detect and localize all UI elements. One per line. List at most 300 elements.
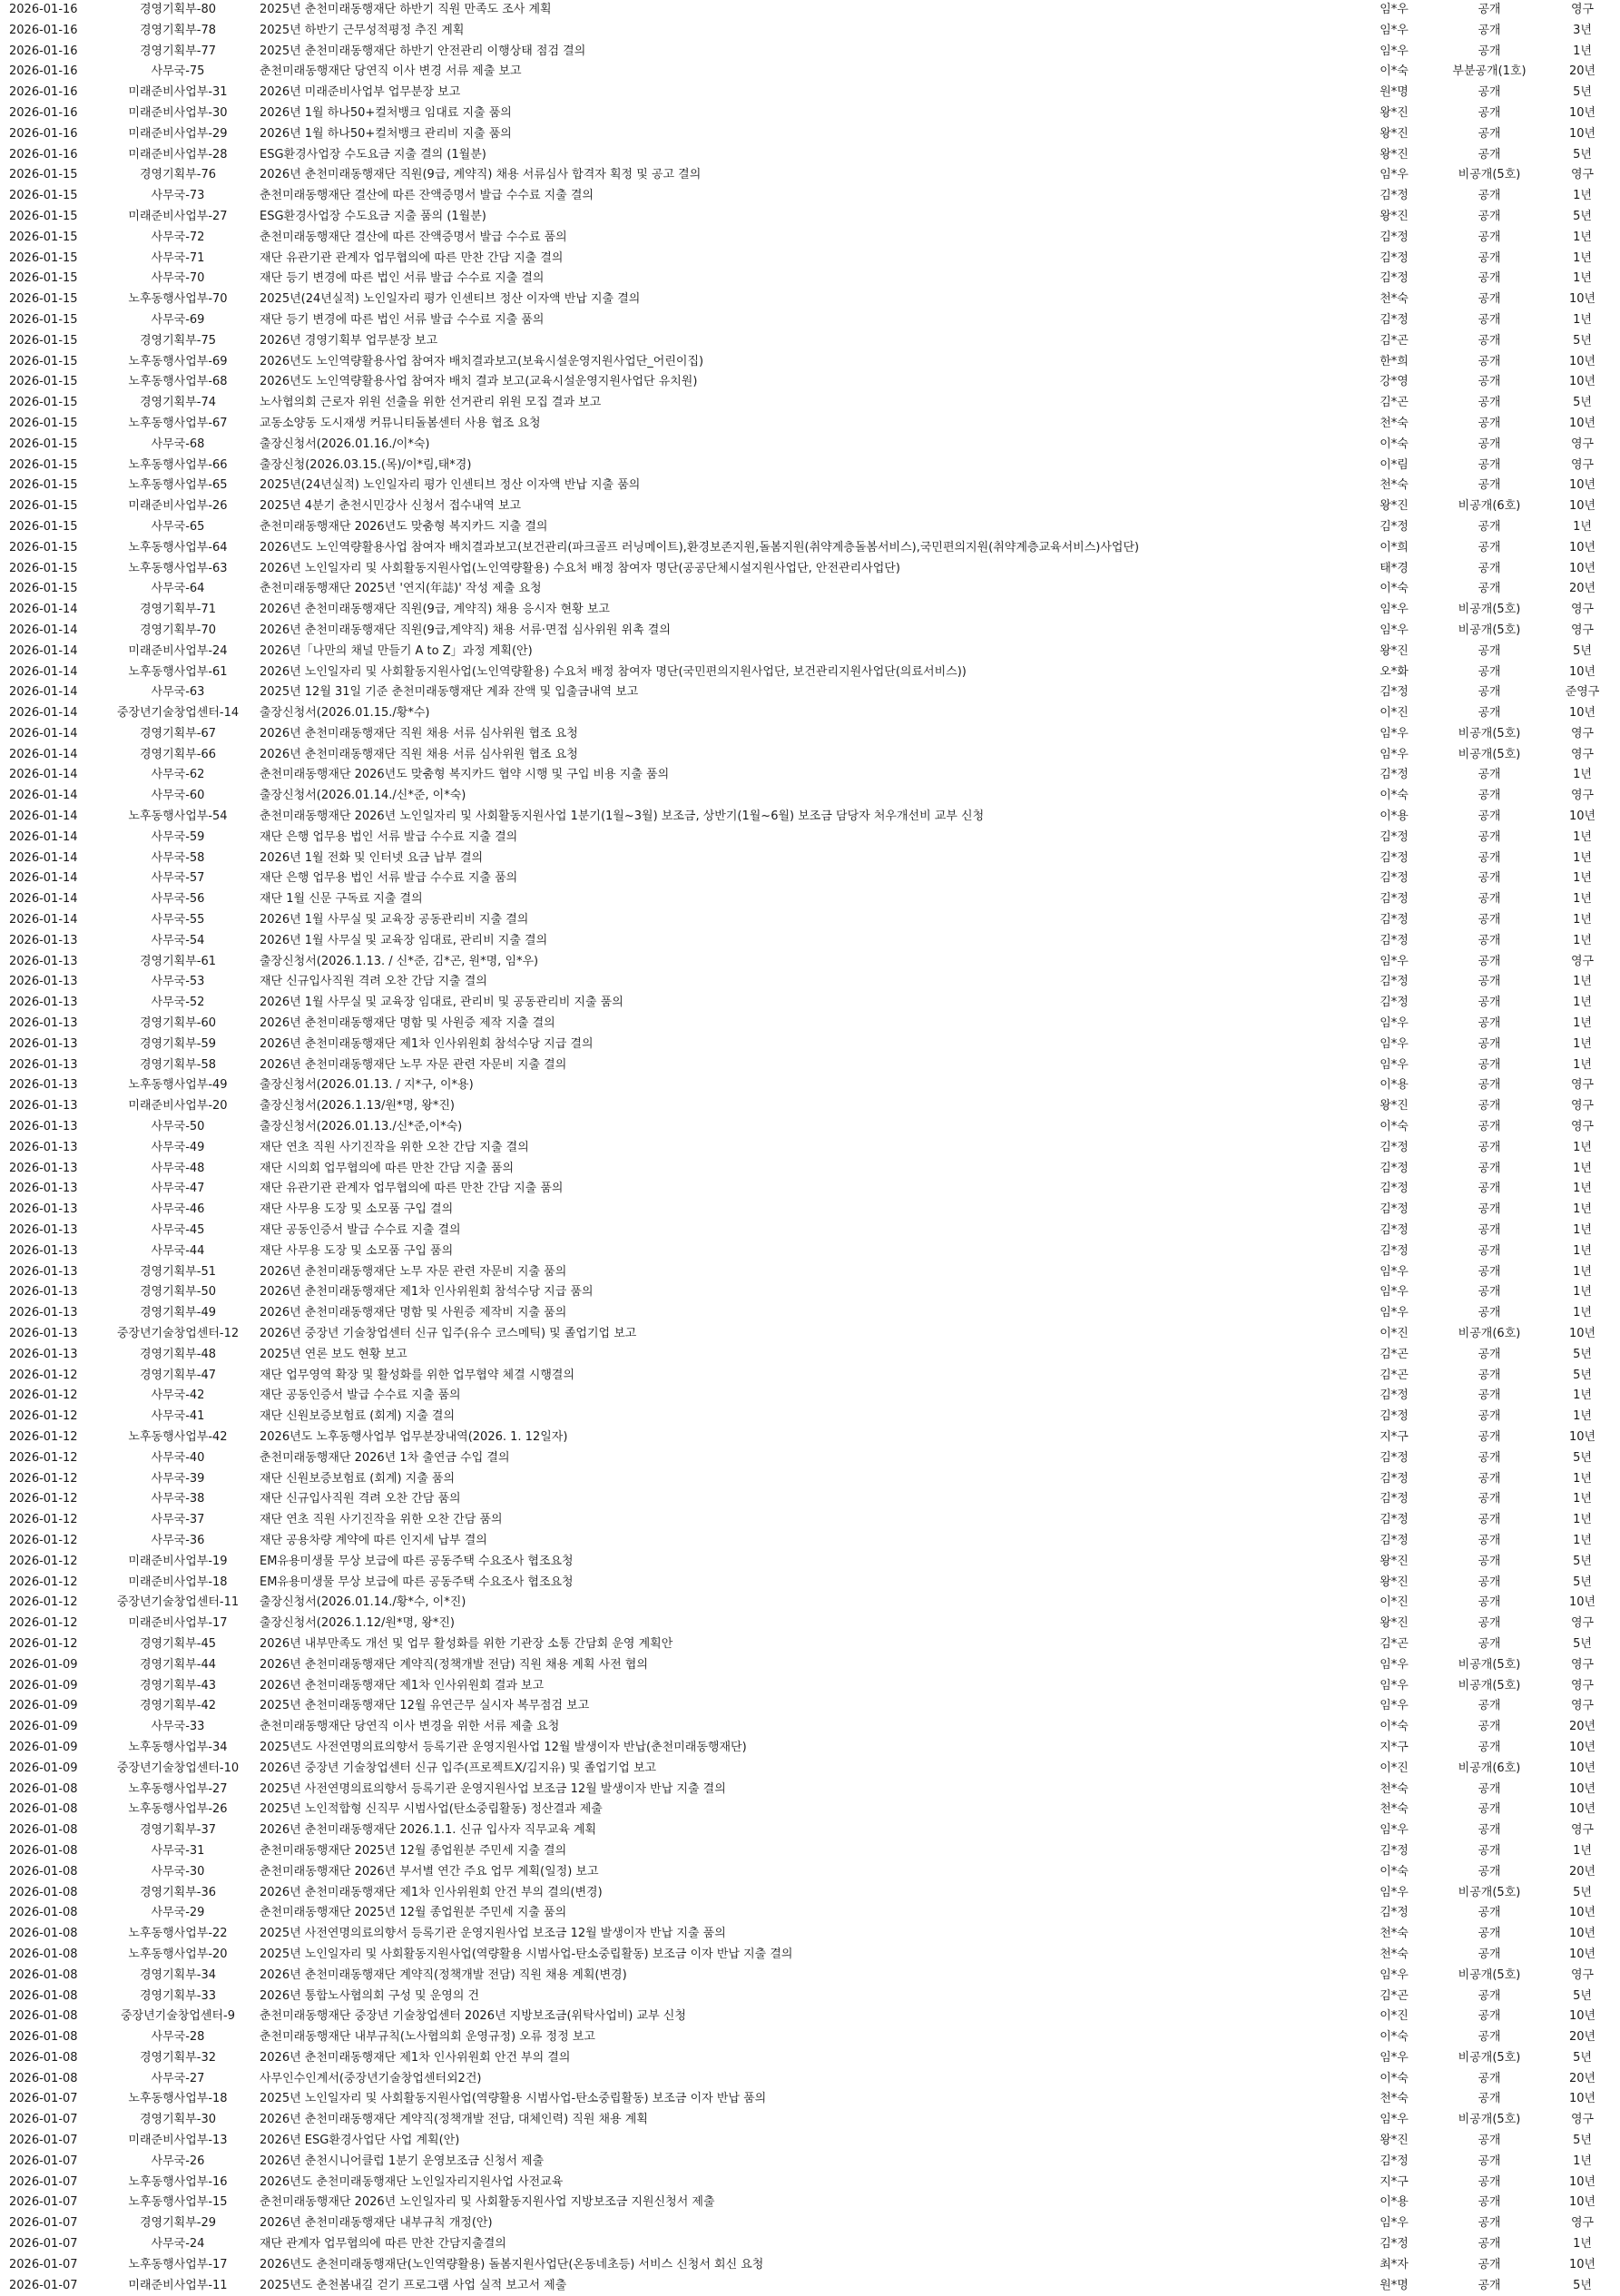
title-cell[interactable]: 재단 등기 변경에 따른 법인 서류 발급 수수료 지출 품의 — [260, 312, 545, 327]
title-cell[interactable]: 출장신청서(2026.1.13/원*명, 왕*진) — [260, 1099, 455, 1114]
table-row[interactable] — [0, 331, 1620, 352]
retention-cell: 1년 — [1573, 2237, 1592, 2252]
table-row[interactable] — [0, 2276, 1620, 2296]
table-row[interactable] — [0, 1614, 1620, 1634]
table-row[interactable] — [0, 1055, 1620, 1076]
title-cell[interactable]: 2026년도 노인역량활용사업 참여자 배치 결과 보고(교육시설운영지원사업단 유치원) — [260, 375, 698, 389]
title-cell[interactable]: 2026년 춘천미래동행재단 명함 및 사원증 제작 지출 결의 — [260, 1016, 555, 1031]
title-cell[interactable]: 춘천미래동행재단 2025년 12월 종업원분 주민세 지출 품의 — [260, 1906, 567, 1920]
table-row[interactable] — [0, 910, 1620, 931]
disclosure-cell: 공개 — [1478, 2195, 1501, 2210]
table-row[interactable] — [0, 1903, 1620, 1924]
table-row[interactable] — [0, 1303, 1620, 1324]
title-cell[interactable]: 2026년 1월 사무실 및 교육장 공동관리비 지출 결의 — [260, 913, 529, 927]
disclosure-cell: 공개 — [1478, 85, 1501, 100]
title-cell[interactable]: 춘천미래동행재단 당연직 이사 변경을 위한 서류 제출 요청 — [260, 1720, 560, 1734]
doc-number-cell: 경영기획부-49 — [139, 1306, 217, 1320]
title-cell[interactable]: 2026년 춘천미래동행재단 직원(9급, 계약직) 채용 서류심사 합격자 획정 및 공고 결의 — [260, 168, 702, 182]
table-row[interactable] — [0, 993, 1620, 1014]
table-row[interactable] — [0, 745, 1620, 766]
table-row[interactable] — [0, 1717, 1620, 1738]
table-row[interactable] — [0, 21, 1620, 42]
table-row[interactable] — [0, 828, 1620, 849]
table-row[interactable] — [0, 1883, 1620, 1904]
title-cell[interactable]: 재단 은행 업무용 법인 서류 발급 수수료 지출 품의 — [260, 871, 518, 886]
title-cell[interactable]: 2026년 1월 사무실 및 교육장 임대료, 관리비 지출 결의 — [260, 933, 548, 947]
doc-number-cell: 미래준비사업부-31 — [128, 85, 228, 100]
table-row[interactable] — [0, 1179, 1620, 1200]
table-row[interactable] — [0, 207, 1620, 228]
title-cell[interactable]: 춘천미래동행재단 내부규칙(노사협의회 운영규정) 오류 정정 보고 — [260, 2030, 595, 2045]
date-cell: 2026-01-13 — [9, 1243, 78, 1258]
title-cell[interactable]: 2026년도 춘천미래동행재단(노인역량활용) 돌봄지원사업단(온동네초등) 서비스 신청서 회신 요청 — [260, 2257, 764, 2271]
retention-cell: 영구 — [1570, 1678, 1595, 1693]
date-cell: 2026-01-15 — [9, 189, 78, 203]
title-cell[interactable]: 노사협의회 근로자 위원 선출을 위한 선거관리 위원 모집 결과 보고 — [260, 396, 602, 410]
table-row[interactable] — [0, 1075, 1620, 1096]
table-row[interactable] — [0, 1324, 1620, 1345]
table-row[interactable] — [0, 868, 1620, 889]
disclosure-cell: 공개 — [1478, 933, 1501, 947]
date-cell: 2026-01-15 — [9, 271, 78, 286]
title-cell[interactable]: 2026년 춘천미래동행재단 제1차 인사위원회 결과 보고 — [260, 1678, 545, 1693]
table-row[interactable] — [0, 1820, 1620, 1841]
title-cell[interactable]: 2025년 사전연명의료의향서 등록기관 운영지원사업 보조금 12월 발생이자 반납 지출 결의 — [260, 1781, 726, 1796]
title-cell[interactable]: 재단 사무용 도장 및 소모품 구입 품의 — [260, 1243, 454, 1258]
table-row[interactable] — [0, 1780, 1620, 1800]
table-row[interactable] — [0, 931, 1620, 952]
table-row[interactable] — [0, 849, 1620, 869]
title-cell[interactable]: 2026년도 노후동행사업부 업무분장내역(2026. 1. 12일자) — [260, 1429, 568, 1444]
table-row[interactable] — [0, 952, 1620, 973]
table-row[interactable] — [0, 2027, 1620, 2048]
disclosure-cell: 비공개(5호) — [1458, 623, 1521, 637]
table-row[interactable] — [0, 2007, 1620, 2027]
title-cell[interactable]: 2025년도 춘천봄내길 걷기 프로그램 사업 실적 보고서 제출 — [260, 2278, 567, 2292]
table-row[interactable] — [0, 1800, 1620, 1820]
retention-cell: 1년 — [1573, 189, 1592, 203]
retention-cell: 10년 — [1568, 1927, 1596, 1941]
title-cell[interactable]: 2026년 춘천미래동행재단 제1차 인사위원회 참석수당 지급 품의 — [260, 1285, 594, 1300]
title-cell[interactable]: 2026년 1월 전화 및 인터넷 요금 납부 결의 — [260, 850, 484, 865]
table-row[interactable] — [0, 1696, 1620, 1717]
table-row[interactable] — [0, 2173, 1620, 2193]
title-cell[interactable]: 춘천미래동행재단 2026년도 맞춤형 복지카드 협약 시행 및 구입 비용 지출 품의 — [260, 768, 670, 782]
title-cell[interactable]: 2026년 ESG환경사업단 사업 계획(안) — [260, 2134, 460, 2148]
author-cell: 천*숙 — [1379, 1947, 1409, 1961]
title-cell[interactable]: 출장신청서(2026.01.16./이*숙) — [260, 437, 430, 451]
disclosure-cell: 공개 — [1478, 2092, 1501, 2106]
table-row[interactable] — [0, 1366, 1620, 1387]
retention-cell: 10년 — [1568, 2257, 1596, 2271]
table-row[interactable] — [0, 642, 1620, 662]
table-row[interactable] — [0, 972, 1620, 993]
date-cell: 2026-01-09 — [9, 1740, 78, 1754]
title-cell[interactable]: 재단 사무용 도장 및 소모품 구입 결의 — [260, 1202, 454, 1217]
author-cell: 김*정 — [1379, 250, 1409, 265]
table-row[interactable] — [0, 662, 1620, 683]
table-row[interactable] — [0, 456, 1620, 476]
title-cell[interactable]: 춘천미래동행재단 2026년 노인일자리 및 사회활동지원사업 지방보조금 지원신청서 제출 — [260, 2195, 715, 2210]
table-row[interactable] — [0, 249, 1620, 270]
doc-number-cell: 경영기획부-42 — [139, 1699, 217, 1713]
title-cell[interactable]: 출장신청서(2026.1.12/원*명, 왕*진) — [260, 1616, 455, 1631]
table-row[interactable] — [0, 289, 1620, 310]
title-cell[interactable]: 2025년 사전연명의료의향서 등록기관 운영지원사업 보조금 12월 발생이자 반납 지출 품의 — [260, 1927, 726, 1941]
doc-number-cell: 노후동행사업부-70 — [128, 292, 228, 307]
disclosure-cell: 공개 — [1478, 1533, 1501, 1547]
title-cell[interactable]: 2026년 1월 하나50+컬처뱅크 관리비 지출 품의 — [260, 126, 512, 141]
title-cell[interactable]: 2026년 춘천미래동행재단 계약직(정책개발 전담) 직원 채용 계획 사전 협의 — [260, 1657, 648, 1672]
title-cell[interactable]: 출장신청서(2026.01.15./황*수) — [260, 706, 430, 721]
date-cell: 2026-01-14 — [9, 892, 78, 907]
doc-number-cell: 경영기획부-60 — [139, 1016, 217, 1031]
retention-cell: 3년 — [1573, 23, 1592, 37]
doc-number-cell: 사무국-46 — [151, 1202, 205, 1217]
date-cell: 2026-01-09 — [9, 1678, 78, 1693]
table-row[interactable] — [0, 1221, 1620, 1241]
date-cell: 2026-01-15 — [9, 209, 78, 223]
retention-cell: 1년 — [1573, 1264, 1592, 1279]
title-cell[interactable]: 재단 신규입사직원 격려 오찬 간담 지출 결의 — [260, 975, 487, 989]
doc-number-cell: 경영기획부-36 — [139, 1885, 217, 1899]
table-row[interactable] — [0, 476, 1620, 496]
title-cell[interactable]: 2026년 춘천미래동행재단 직원(9급,계약직) 채용 서류·면접 심사위원 위촉 결의 — [260, 623, 671, 637]
retention-cell: 5년 — [1573, 1988, 1592, 2003]
title-cell[interactable]: 재단 공동인증서 발급 수수료 지출 품의 — [260, 1388, 461, 1403]
title-cell[interactable]: 재단 시의회 업무협의에 따른 만찬 간담 지출 품의 — [260, 1161, 515, 1175]
title-cell[interactable]: 재단 연초 직원 사기진작을 위한 오찬 간담 지출 결의 — [260, 1140, 529, 1154]
table-row[interactable] — [0, 2234, 1620, 2255]
author-cell: 임*우 — [1379, 2050, 1409, 2065]
table-row[interactable] — [0, 1448, 1620, 1469]
retention-cell: 10년 — [1568, 2195, 1596, 2210]
table-row[interactable] — [0, 559, 1620, 580]
table-row[interactable] — [0, 1987, 1620, 2007]
title-cell[interactable]: 2026년 춘천미래동행재단 직원(9급, 계약직) 채용 응시자 현황 보고 — [260, 603, 610, 617]
author-cell: 이*용 — [1379, 1078, 1409, 1093]
doc-number-cell: 경영기획부-30 — [139, 2113, 217, 2127]
title-cell[interactable]: 2026년 춘천미래동행재단 직원 채용 서류 심사위원 협조 요청 — [260, 726, 578, 741]
title-cell[interactable]: 2025년 연론 보도 현황 보고 — [260, 1347, 407, 1361]
title-cell[interactable]: 출장신청(2026.03.15.(목)/이*림,태*경) — [260, 457, 472, 472]
disclosure-cell: 공개 — [1478, 23, 1501, 37]
doc-number-cell: 사무국-55 — [151, 913, 205, 927]
doc-number-cell: 사무국-60 — [151, 789, 205, 803]
title-cell[interactable]: 2025년 4분기 춘천시민강사 신청서 접수내역 보고 — [260, 499, 522, 514]
title-cell[interactable]: 출장신청서(2026.01.13. / 지*구, 이*용) — [260, 1078, 474, 1093]
table-row[interactable] — [0, 1510, 1620, 1531]
table-row[interactable] — [0, 1035, 1620, 1055]
title-cell[interactable]: 2026년 춘천미래동행재단 노무 자문 관련 자문비 지출 결의 — [260, 1057, 567, 1072]
title-cell[interactable]: 춘천미래동행재단 2026년 1차 출연금 수입 결의 — [260, 1450, 510, 1465]
title-cell[interactable]: 재단 연초 직원 사기진작을 위한 오찬 간담 품의 — [260, 1513, 503, 1527]
title-cell[interactable]: 재단 관계자 업무협의에 따른 만찬 간담지출결의 — [260, 2237, 506, 2252]
date-cell: 2026-01-14 — [9, 726, 78, 741]
author-cell: 김*곤 — [1379, 1636, 1409, 1651]
doc-number-cell: 사무국-42 — [151, 1388, 205, 1403]
table-row[interactable] — [0, 372, 1620, 393]
table-row[interactable] — [0, 807, 1620, 828]
retention-cell: 영구 — [1570, 3, 1595, 16]
title-cell[interactable]: 2026년 춘천미래동행재단 직원 채용 서류 심사위원 협조 요청 — [260, 747, 578, 761]
retention-cell: 1년 — [1573, 519, 1592, 534]
retention-cell: 10년 — [1568, 809, 1596, 824]
title-cell[interactable]: 재단 공용차량 계약에 따른 인지세 납부 결의 — [260, 1533, 487, 1547]
table-row[interactable] — [0, 724, 1620, 745]
table-row[interactable] — [0, 269, 1620, 289]
table-row[interactable] — [0, 1552, 1620, 1573]
table-row[interactable] — [0, 1159, 1620, 1180]
table-row[interactable] — [0, 393, 1620, 414]
table-row[interactable] — [0, 786, 1620, 807]
title-cell[interactable]: 2026년 노인일자리 및 사회활동지원사업(노인역량활용) 수요처 배정 참여자 명단(공공단체시설지원사업단, 안전관리사업단) — [260, 561, 900, 575]
doc-number-cell: 중장년기술창업센터-12 — [116, 1327, 240, 1340]
title-cell[interactable]: 재단 공동인증서 발급 수수료 지출 결의 — [260, 1223, 461, 1238]
title-cell[interactable]: 2025년 하반기 근무성적평정 추진 계획 — [260, 23, 465, 37]
title-cell[interactable]: 2026년도 노인역량활용사업 참여자 배치결과보고(보건관리(파크골프 러닝메이트),환경보존지원,돌봄지원(취약계층돌봄서비스),국민편의지원(취약계층교육서비스)사업단) — [260, 540, 1140, 554]
title-cell[interactable]: 2026년 춘천미래동행재단 제1차 인사위원회 안건 부의 결의 — [260, 2050, 571, 2065]
retention-cell: 10년 — [1568, 1327, 1596, 1340]
title-cell[interactable]: 2025년 춘천미래동행재단 하반기 안전관리 이행상태 점검 결의 — [260, 44, 586, 58]
date-cell: 2026-01-08 — [9, 1906, 78, 1920]
table-row[interactable] — [0, 1759, 1620, 1780]
table-row[interactable] — [0, 310, 1620, 331]
title-cell[interactable]: 2025년(24년실적) 노인일자리 평가 인센티브 정산 이자액 반납 지출 결의 — [260, 292, 641, 307]
title-cell[interactable]: 2025년도 사전연명의료의향서 등록기관 운영지원사업 12월 발생이자 반납(춘천미래동행재단) — [260, 1740, 747, 1754]
retention-cell: 20년 — [1568, 2071, 1596, 2085]
table-row[interactable] — [0, 0, 1620, 21]
title-cell[interactable]: EM유용미생물 무상 보급에 따른 공동주택 수요조사 협조요청 — [260, 1554, 574, 1568]
title-cell[interactable]: ESG환경사업장 수도요금 지출 결의 (1월분) — [260, 147, 486, 162]
table-row[interactable] — [0, 1200, 1620, 1221]
table-row[interactable] — [0, 2069, 1620, 2090]
table-row[interactable] — [0, 1014, 1620, 1035]
table-row[interactable] — [0, 496, 1620, 517]
table-row[interactable] — [0, 2255, 1620, 2276]
doc-number-cell: 노후동행사업부-49 — [128, 1078, 228, 1093]
table-row[interactable] — [0, 2131, 1620, 2152]
title-cell[interactable]: 2026년 미래준비사업부 업무분장 보고 — [260, 85, 461, 100]
title-cell[interactable]: 춘천미래동행재단 2026년 노인일자리 및 사회활동지원사업 1분기(1월~3월) 보조금, 상반기(1월~6월) 보조금 담당자 처우개선비 교부 신청 — [260, 809, 985, 824]
title-cell[interactable]: 2025년 노인일자리 및 사회활동지원사업(역량활용 시범사업-탄소중립활동) 보조금 이자 반납 지출 결의 — [260, 1947, 793, 1961]
table-row[interactable] — [0, 621, 1620, 642]
title-cell[interactable]: 2026년 춘천미래동행재단 계약직(정책개발 전담, 대체인력) 직원 채용 계획 — [260, 2113, 648, 2127]
title-cell[interactable]: 2026년 중장년 기술창업센터 신규 입주(유수 코스메틱) 및 졸업기업 보고 — [260, 1327, 637, 1340]
title-cell[interactable]: 2025년 춘천미래동행재단 하반기 직원 만족도 조사 계획 — [260, 3, 552, 16]
title-cell[interactable]: 춘천미래동행재단 당연직 이사 변경 서류 제출 보고 — [260, 64, 522, 79]
title-cell[interactable]: 2026년 경영기획부 업무분장 보고 — [260, 333, 438, 348]
disclosure-cell: 공개 — [1478, 1016, 1501, 1031]
title-cell[interactable]: 춘천미래동행재단 중장년 기술창업센터 2026년 지방보조금(위탁사업비) 교부 신청 — [260, 2009, 686, 2024]
title-cell[interactable]: 재단 업무영역 확장 및 활성화를 위한 업무협약 체결 시행결의 — [260, 1368, 575, 1382]
title-cell[interactable]: 재단 은행 업무용 법인 서류 발급 수수료 지출 결의 — [260, 829, 518, 844]
table-row[interactable] — [0, 2152, 1620, 2173]
title-cell[interactable]: 출장신청서(2026.1.13. / 신*준, 김*곤, 원*명, 임*우) — [260, 954, 539, 968]
date-cell: 2026-01-14 — [9, 789, 78, 803]
title-cell[interactable]: 2026년 춘천미래동행재단 내부규칙 개정(안) — [260, 2216, 493, 2231]
table-row[interactable] — [0, 538, 1620, 559]
table-row[interactable] — [0, 682, 1620, 703]
author-cell: 이*숙 — [1379, 437, 1409, 451]
table-row[interactable] — [0, 2089, 1620, 2110]
title-cell[interactable]: 춘천미래동행재단 2026년 부서별 연간 주요 업무 계획(일정) 보고 — [260, 1864, 599, 1879]
title-cell[interactable]: 2026년「나만의 채널 만들기 A to Z」과정 계획(안) — [260, 643, 533, 658]
disclosure-cell: 공개 — [1478, 1306, 1501, 1320]
title-cell[interactable]: 2026년 춘천미래동행재단 2026.1.1. 신규 입사자 직무교육 계획 — [260, 1823, 597, 1838]
table-row[interactable] — [0, 2110, 1620, 2131]
date-cell: 2026-01-07 — [9, 2113, 78, 2127]
author-cell: 김*정 — [1379, 189, 1409, 203]
disclosure-cell: 공개 — [1478, 582, 1501, 596]
title-cell[interactable]: 출장신청서(2026.01.14./황*수, 이*진) — [260, 1595, 466, 1610]
table-row[interactable] — [0, 1634, 1620, 1655]
author-cell: 임*우 — [1379, 1057, 1409, 1072]
table-row[interactable] — [0, 1966, 1620, 1987]
doc-number-cell: 경영기획부-67 — [139, 726, 217, 741]
table-row[interactable] — [0, 1841, 1620, 1862]
table-row[interactable] — [0, 1593, 1620, 1614]
table-row[interactable] — [0, 145, 1620, 166]
table-row[interactable] — [0, 2193, 1620, 2213]
disclosure-cell: 공개 — [1478, 768, 1501, 782]
title-cell[interactable]: 2025년 12월 31일 기준 춘천미래동행재단 계좌 잔액 및 입출금내역 보고 — [260, 685, 639, 700]
table-row[interactable] — [0, 62, 1620, 83]
title-cell[interactable]: 2025년(24년실적) 노인일자리 평가 인센티브 정산 이자액 반납 지출 품의 — [260, 478, 641, 493]
table-row[interactable] — [0, 889, 1620, 910]
title-cell[interactable]: 2026년 1월 사무실 및 교육장 임대료, 관리비 및 공동관리비 지출 품의 — [260, 996, 623, 1010]
title-cell[interactable]: 재단 유관기관 관계자 업무협의에 따른 만찬 간담 지출 결의 — [260, 250, 564, 265]
table-row[interactable] — [0, 1407, 1620, 1428]
title-cell[interactable]: 2026년 춘천미래동행재단 노무 자문 관련 자문비 지출 품의 — [260, 1264, 567, 1279]
doc-number-cell: 사무국-70 — [151, 271, 205, 286]
table-row[interactable] — [0, 1138, 1620, 1159]
title-cell[interactable]: 재단 신규입사직원 격려 오찬 간담 품의 — [260, 1492, 461, 1506]
title-cell[interactable]: 2026년 노인일자리 및 사회활동지원사업(노인역량활용) 수요처 배정 참여자 명단(국민편의지원사업단, 보건관리지원사업단(의료서비스)) — [260, 664, 967, 679]
doc-number-cell: 미래준비사업부-27 — [128, 209, 228, 223]
table-row[interactable] — [0, 703, 1620, 724]
title-cell[interactable]: 2026년 춘천미래동행재단 제1차 인사위원회 참석수당 지급 결의 — [260, 1036, 594, 1051]
title-cell[interactable]: 춘천미래동행재단 2026년도 맞춤형 복지카드 지출 결의 — [260, 519, 548, 534]
title-cell[interactable]: 2025년 노인적합형 신직무 시범사업(탄소중립활동) 정산결과 제출 — [260, 1802, 603, 1817]
title-cell[interactable]: 2026년 통합노사협의회 구성 및 운영의 건 — [260, 1988, 480, 2003]
table-row[interactable] — [0, 124, 1620, 145]
table-row[interactable] — [0, 600, 1620, 621]
table-row[interactable] — [0, 579, 1620, 600]
disclosure-cell: 공개 — [1478, 2237, 1501, 2252]
title-cell[interactable]: 2025년 춘천미래동행재단 12월 유연근무 실시자 복무점검 보고 — [260, 1699, 590, 1713]
table-row[interactable] — [0, 1096, 1620, 1117]
date-cell: 2026-01-16 — [9, 126, 78, 141]
title-cell[interactable]: 교동소양동 도시재생 커뮤니티돌봄센터 사용 협조 요청 — [260, 416, 541, 430]
table-row[interactable] — [0, 414, 1620, 435]
retention-cell: 영구 — [1570, 1967, 1595, 1982]
title-cell[interactable]: 2026년 춘천미래동행재단 제1차 인사위원회 안건 부의 결의(변경) — [260, 1885, 603, 1899]
table-row[interactable] — [0, 165, 1620, 186]
table-row[interactable] — [0, 42, 1620, 63]
table-row[interactable] — [0, 1531, 1620, 1552]
table-row[interactable] — [0, 1345, 1620, 1366]
table-row[interactable] — [0, 1386, 1620, 1407]
title-cell[interactable]: 춘천미래동행재단 결산에 따른 잔액증명서 발급 수수료 품의 — [260, 230, 567, 244]
table-row[interactable] — [0, 228, 1620, 249]
table-row[interactable] — [0, 1655, 1620, 1676]
table-row[interactable] — [0, 435, 1620, 456]
title-cell[interactable]: EM유용미생물 무상 보급에 따른 공동주택 수요조사 협조요청 — [260, 1575, 574, 1589]
table-row[interactable] — [0, 1241, 1620, 1262]
title-cell[interactable]: 재단 등기 변경에 따른 법인 서류 발급 수수료 지출 결의 — [260, 271, 545, 286]
title-cell[interactable]: 출장신청서(2026.01.13./신*준,이*숙) — [260, 1120, 463, 1134]
table-row[interactable] — [0, 352, 1620, 373]
date-cell: 2026-01-15 — [9, 168, 78, 182]
table-row[interactable] — [0, 2048, 1620, 2069]
doc-number-cell: 미래준비사업부-28 — [128, 147, 228, 162]
title-cell[interactable]: 사무인수인계서(중장년기술창업센터외2건) — [260, 2071, 482, 2085]
table-row[interactable] — [0, 103, 1620, 124]
table-row[interactable] — [0, 1489, 1620, 1510]
date-cell: 2026-01-14 — [9, 706, 78, 721]
title-cell[interactable]: 춘천미래동행재단 2025년 12월 종업원분 주민세 지출 결의 — [260, 1843, 567, 1858]
table-row[interactable] — [0, 1262, 1620, 1283]
disclosure-cell: 공개 — [1478, 1554, 1501, 1568]
title-cell[interactable]: 춘천미래동행재단 2025년 '연지(年誌)' 작성 제출 요청 — [260, 582, 542, 596]
title-cell[interactable]: 춘천미래동행재단 결산에 따른 잔액증명서 발급 수수료 지출 결의 — [260, 189, 594, 203]
table-row[interactable] — [0, 1945, 1620, 1966]
title-cell[interactable]: 2026년 춘천미래동행재단 계약직(정책개발 전담) 직원 채용 계획(변경) — [260, 1967, 627, 1982]
table-row[interactable] — [0, 1573, 1620, 1594]
author-cell: 임*우 — [1379, 1657, 1409, 1672]
title-cell[interactable]: 재단 유관기관 관계자 업무협의에 따른 만찬 간담 지출 품의 — [260, 1182, 564, 1196]
title-cell[interactable]: 2026년 1월 하나50+컬처뱅크 임대료 지출 품의 — [260, 105, 512, 120]
table-row[interactable] — [0, 517, 1620, 538]
title-cell[interactable]: 출장신청서(2026.01.14./신*준, 이*숙) — [260, 789, 466, 803]
table-row[interactable] — [0, 765, 1620, 786]
table-row[interactable] — [0, 1282, 1620, 1303]
retention-cell: 영구 — [1570, 954, 1595, 968]
table-row[interactable] — [0, 1924, 1620, 1945]
doc-number-cell: 사무국-53 — [151, 975, 205, 989]
table-row[interactable] — [0, 1862, 1620, 1883]
disclosure-cell: 공개 — [1478, 1699, 1501, 1713]
author-cell: 김*정 — [1379, 829, 1409, 844]
table-row[interactable] — [0, 2213, 1620, 2234]
title-cell[interactable]: 2026년 춘천미래동행재단 명함 및 사원증 제작비 지출 품의 — [260, 1306, 567, 1320]
title-cell[interactable]: 재단 1월 신문 구독료 지출 결의 — [260, 892, 423, 907]
table-row[interactable] — [0, 83, 1620, 103]
title-cell[interactable]: 2026년 중장년 기술창업센터 신규 입주(프로젝트X/김지유) 및 졸업기업 보고 — [260, 1761, 657, 1775]
author-cell: 천*숙 — [1379, 1802, 1409, 1817]
title-cell[interactable]: 2026년 내부만족도 개선 및 업무 활성화를 위한 기관장 소통 간담회 운영 계획안 — [260, 1636, 673, 1651]
retention-cell: 10년 — [1568, 2092, 1596, 2106]
title-cell[interactable]: 2026년 춘천시니어클럽 1분기 운영보조금 신청서 제출 — [260, 2154, 545, 2168]
table-row[interactable] — [0, 1676, 1620, 1697]
title-cell[interactable]: 2026년도 노인역량활용사업 참여자 배치결과보고(보육시설운영지원사업단_어린이집) — [260, 354, 704, 368]
title-cell[interactable]: 재단 신원보증보험료 (회계) 지출 결의 — [260, 1409, 456, 1424]
table-row[interactable] — [0, 186, 1620, 207]
title-cell[interactable]: 2025년 노인일자리 및 사회활동지원사업(역량활용 시범사업-탄소중립활동) 보조금 이자 반납 품의 — [260, 2092, 767, 2106]
table-row[interactable] — [0, 1469, 1620, 1490]
date-cell: 2026-01-09 — [9, 1761, 78, 1775]
table-row[interactable] — [0, 1738, 1620, 1759]
table-row[interactable] — [0, 1117, 1620, 1138]
title-cell[interactable]: ESG환경사업장 수도요금 지출 품의 (1월분) — [260, 209, 486, 223]
title-cell[interactable]: 재단 신원보증보험료 (회계) 지출 품의 — [260, 1471, 456, 1486]
author-cell: 임*우 — [1379, 603, 1409, 617]
title-cell[interactable]: 2026년도 춘천미래동행재단 노인일자리지원사업 사전교육 — [260, 2174, 564, 2189]
table-row[interactable] — [0, 1428, 1620, 1448]
disclosure-cell: 공개 — [1478, 1182, 1501, 1196]
author-cell: 이*숙 — [1379, 789, 1409, 803]
